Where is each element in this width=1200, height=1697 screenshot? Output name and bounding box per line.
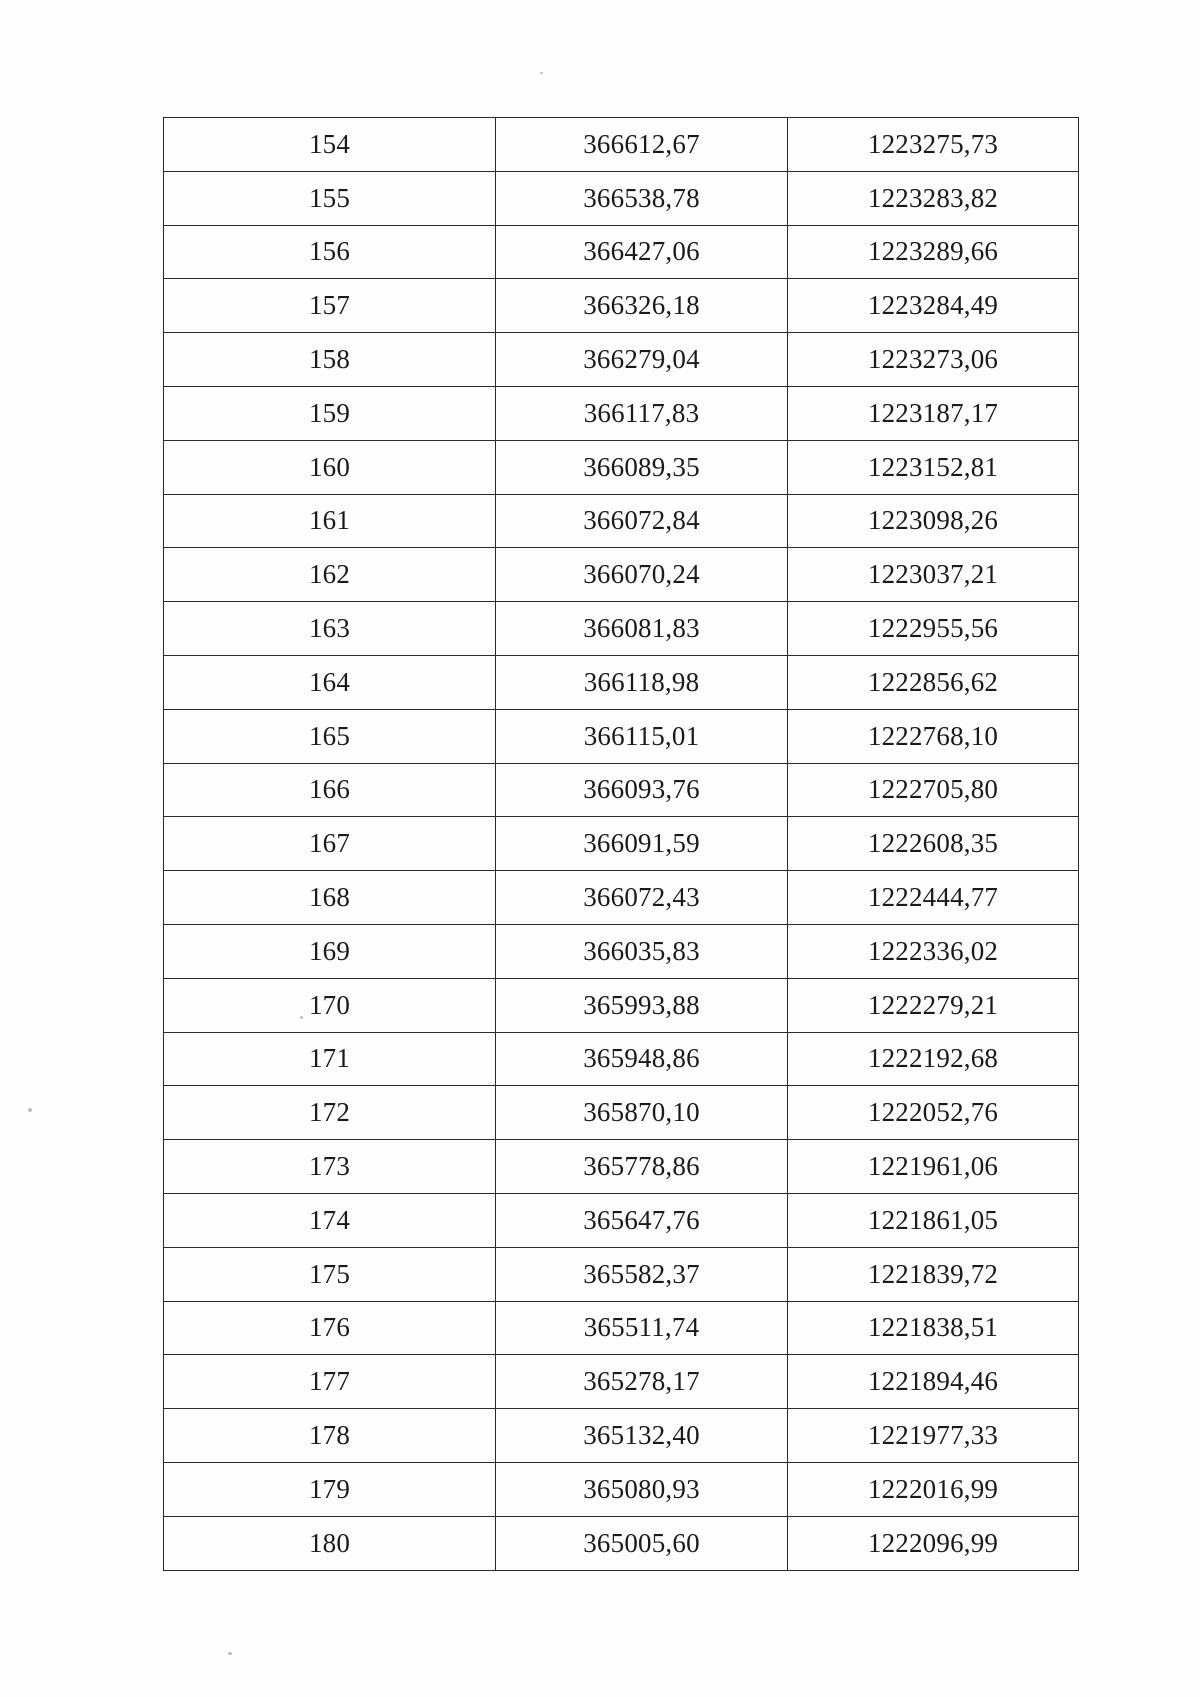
x-coordinate-cell: 366072,43 — [496, 871, 788, 925]
coordinates-table — [163, 117, 1079, 1571]
y-coordinate-cell: 1223098,26 — [788, 494, 1079, 548]
scan-speck — [300, 1016, 303, 1019]
point-number-cell: 160 — [164, 440, 496, 494]
y-coordinate-cell: 1222444,77 — [788, 871, 1079, 925]
table-row — [164, 1247, 1079, 1301]
x-coordinate-cell: 365778,86 — [496, 1140, 788, 1194]
y-coordinate-cell: 1222608,35 — [788, 817, 1079, 871]
point-number-cell: 170 — [164, 978, 496, 1032]
point-number-cell: 176 — [164, 1301, 496, 1355]
x-coordinate-cell: 366093,76 — [496, 763, 788, 817]
x-coordinate-cell: 366035,83 — [496, 924, 788, 978]
x-coordinate-cell: 365005,60 — [496, 1516, 788, 1570]
table-row — [164, 494, 1079, 548]
y-coordinate-cell: 1223283,82 — [788, 171, 1079, 225]
point-number-cell: 168 — [164, 871, 496, 925]
point-number-cell: 155 — [164, 171, 496, 225]
point-number-cell: 171 — [164, 1032, 496, 1086]
table-row — [164, 1516, 1079, 1570]
table-row — [164, 1409, 1079, 1463]
table-row — [164, 1140, 1079, 1194]
table-row — [164, 709, 1079, 763]
point-number-cell: 165 — [164, 709, 496, 763]
table-row — [164, 602, 1079, 656]
point-number-cell: 169 — [164, 924, 496, 978]
y-coordinate-cell: 1222279,21 — [788, 978, 1079, 1032]
table-row — [164, 655, 1079, 709]
coordinates-table-body — [164, 118, 1079, 1571]
point-number-cell: 172 — [164, 1086, 496, 1140]
point-number-cell: 173 — [164, 1140, 496, 1194]
y-coordinate-cell: 1223273,06 — [788, 333, 1079, 387]
y-coordinate-cell: 1221894,46 — [788, 1355, 1079, 1409]
table-row — [164, 1032, 1079, 1086]
table-row — [164, 118, 1079, 172]
point-number-cell: 154 — [164, 118, 496, 172]
point-number-cell: 180 — [164, 1516, 496, 1570]
y-coordinate-cell: 1222856,62 — [788, 655, 1079, 709]
y-coordinate-cell: 1223187,17 — [788, 386, 1079, 440]
x-coordinate-cell: 366538,78 — [496, 171, 788, 225]
y-coordinate-cell: 1222336,02 — [788, 924, 1079, 978]
table-row — [164, 978, 1079, 1032]
y-coordinate-cell: 1222705,80 — [788, 763, 1079, 817]
y-coordinate-cell: 1221961,06 — [788, 1140, 1079, 1194]
y-coordinate-cell: 1222096,99 — [788, 1516, 1079, 1570]
y-coordinate-cell: 1223037,21 — [788, 548, 1079, 602]
point-number-cell: 159 — [164, 386, 496, 440]
point-number-cell: 156 — [164, 225, 496, 279]
table-row — [164, 1301, 1079, 1355]
x-coordinate-cell: 365278,17 — [496, 1355, 788, 1409]
x-coordinate-cell: 366612,67 — [496, 118, 788, 172]
table-row — [164, 279, 1079, 333]
y-coordinate-cell: 1222052,76 — [788, 1086, 1079, 1140]
y-coordinate-cell: 1223284,49 — [788, 279, 1079, 333]
x-coordinate-cell: 365132,40 — [496, 1409, 788, 1463]
point-number-cell: 161 — [164, 494, 496, 548]
point-number-cell: 164 — [164, 655, 496, 709]
x-coordinate-cell: 365870,10 — [496, 1086, 788, 1140]
x-coordinate-cell: 366072,84 — [496, 494, 788, 548]
y-coordinate-cell: 1221977,33 — [788, 1409, 1079, 1463]
y-coordinate-cell: 1223152,81 — [788, 440, 1079, 494]
point-number-cell: 157 — [164, 279, 496, 333]
y-coordinate-cell: 1222955,56 — [788, 602, 1079, 656]
x-coordinate-cell: 366081,83 — [496, 602, 788, 656]
table-row — [164, 1355, 1079, 1409]
point-number-cell: 178 — [164, 1409, 496, 1463]
table-row — [164, 548, 1079, 602]
point-number-cell: 166 — [164, 763, 496, 817]
y-coordinate-cell: 1222192,68 — [788, 1032, 1079, 1086]
point-number-cell: 179 — [164, 1462, 496, 1516]
x-coordinate-cell: 366115,01 — [496, 709, 788, 763]
point-number-cell: 174 — [164, 1193, 496, 1247]
table-row — [164, 1086, 1079, 1140]
x-coordinate-cell: 366326,18 — [496, 279, 788, 333]
x-coordinate-cell: 365647,76 — [496, 1193, 788, 1247]
table-row — [164, 871, 1079, 925]
x-coordinate-cell: 366070,24 — [496, 548, 788, 602]
scan-speck — [28, 1108, 32, 1112]
y-coordinate-cell: 1221838,51 — [788, 1301, 1079, 1355]
x-coordinate-cell: 366279,04 — [496, 333, 788, 387]
x-coordinate-cell: 365993,88 — [496, 978, 788, 1032]
scan-speck — [540, 72, 543, 74]
table-row — [164, 225, 1079, 279]
x-coordinate-cell: 365080,93 — [496, 1462, 788, 1516]
x-coordinate-cell: 366427,06 — [496, 225, 788, 279]
x-coordinate-cell: 365511,74 — [496, 1301, 788, 1355]
y-coordinate-cell: 1223289,66 — [788, 225, 1079, 279]
point-number-cell: 163 — [164, 602, 496, 656]
x-coordinate-cell: 365582,37 — [496, 1247, 788, 1301]
y-coordinate-cell: 1222768,10 — [788, 709, 1079, 763]
y-coordinate-cell: 1221839,72 — [788, 1247, 1079, 1301]
table-row — [164, 171, 1079, 225]
x-coordinate-cell: 366091,59 — [496, 817, 788, 871]
point-number-cell: 175 — [164, 1247, 496, 1301]
y-coordinate-cell: 1221861,05 — [788, 1193, 1079, 1247]
table-row — [164, 333, 1079, 387]
x-coordinate-cell: 365948,86 — [496, 1032, 788, 1086]
table-row — [164, 817, 1079, 871]
table-row — [164, 1193, 1079, 1247]
table-row — [164, 763, 1079, 817]
scan-speck — [228, 1652, 232, 1655]
x-coordinate-cell: 366117,83 — [496, 386, 788, 440]
table-row — [164, 1462, 1079, 1516]
y-coordinate-cell: 1223275,73 — [788, 118, 1079, 172]
point-number-cell: 177 — [164, 1355, 496, 1409]
point-number-cell: 162 — [164, 548, 496, 602]
table-row — [164, 440, 1079, 494]
table-row — [164, 924, 1079, 978]
point-number-cell: 158 — [164, 333, 496, 387]
point-number-cell: 167 — [164, 817, 496, 871]
y-coordinate-cell: 1222016,99 — [788, 1462, 1079, 1516]
x-coordinate-cell: 366089,35 — [496, 440, 788, 494]
table-row — [164, 386, 1079, 440]
x-coordinate-cell: 366118,98 — [496, 655, 788, 709]
